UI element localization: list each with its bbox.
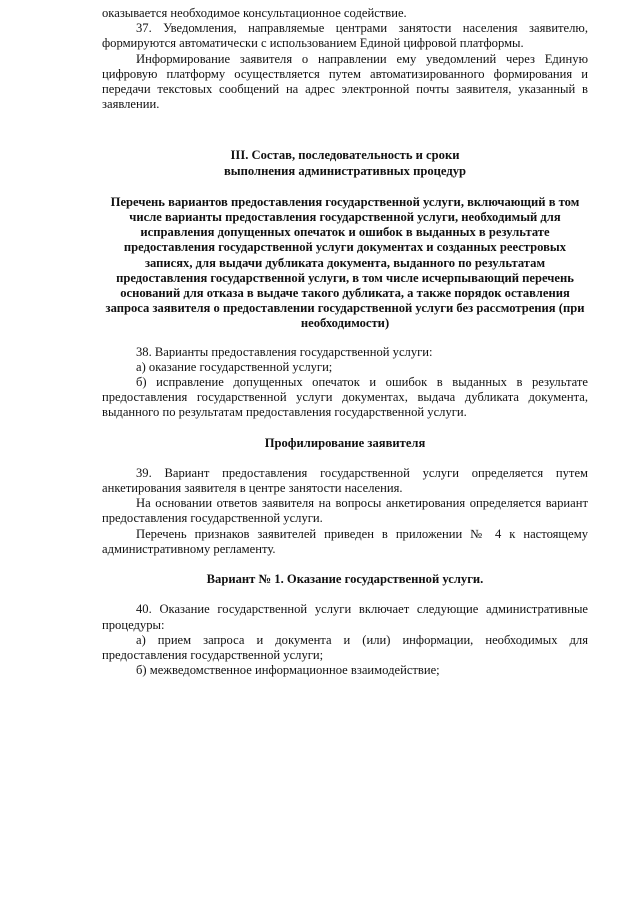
paragraph-consultation-end: оказывается необходимое консультационное содействие.: [102, 6, 407, 20]
profiling-heading: Профилирование заявителя: [264, 435, 426, 450]
paragraph-40: 40. Оказание государственной услуги включает следующие административные процедуры:: [102, 602, 588, 632]
paragraph-39: 39. Вариант предоставления государственной услуги определяется путем анкетирования заявителя в центре занятости населения.: [102, 465, 588, 496]
procedure-item-b: б) межведомственное информационное взаимодействие;: [136, 663, 440, 678]
paragraph-applicant-signs: Перечень признаков заявителей приведен в приложении № 4 к настоящему административному регламенту.: [102, 526, 588, 556]
procedure-item-a: а) прием запроса и документа и (или) информации, необходимых для предоставления государственной услуги;: [102, 632, 588, 662]
section-title: [102, 148, 588, 178]
section-title-line-2: выполнения административных процедур: [223, 163, 466, 178]
paragraph-survey-answers: На основании ответов заявителя на вопросы анкетирования определяется вариант предоставления государственной услуги.: [102, 496, 588, 526]
variants-list-heading: Перечень вариантов предоставления государственной услуги, включающий в том числе варианты предоставления государственной услуги, необходимый для исправления допущенных опечаток и ошибок в выданных в результате предоставления государственной услуги документах и созданных реестровых записях, для выдачи дубликата документа, выданного по результатам предоставления государственной услуги, в том числе исчерпывающий перечень оснований для отказа в выдаче такого дубликата, а также порядок оставления запроса заявителя о предоставлении государственной услуги без рассмотрения (при необходимости): [105, 194, 585, 331]
paragraph-notification-info: Информирование заявителя о направлении ему уведомлений через Единую цифровую платформу осуществляется путем автоматизированного формирования и передачи текстовых сообщений на адрес электронной почты заявителя, указанный в заявлении.: [102, 51, 588, 112]
document-page: [102, 6, 588, 678]
list-item-b: б) исправление допущенных опечаток и ошибок в выданных в результате предоставления государственной услуги документах, выдача дубликата документа, выданного по результатам предоставления государственной услуги.: [102, 375, 588, 420]
variant-1-heading: Вариант № 1. Оказание государственной услуги.: [206, 572, 484, 587]
section-title-line-1: III. Состав, последовательность и сроки: [230, 148, 460, 163]
paragraph-37: 37. Уведомления, направляемые центрами занятости населения заявителю, формируются автоматически с использованием Единой цифровой платформы.: [102, 21, 588, 51]
paragraph-38: 38. Варианты предоставления государственной услуги:: [136, 344, 433, 359]
list-item-a: а) оказание государственной услуги;: [136, 359, 333, 374]
